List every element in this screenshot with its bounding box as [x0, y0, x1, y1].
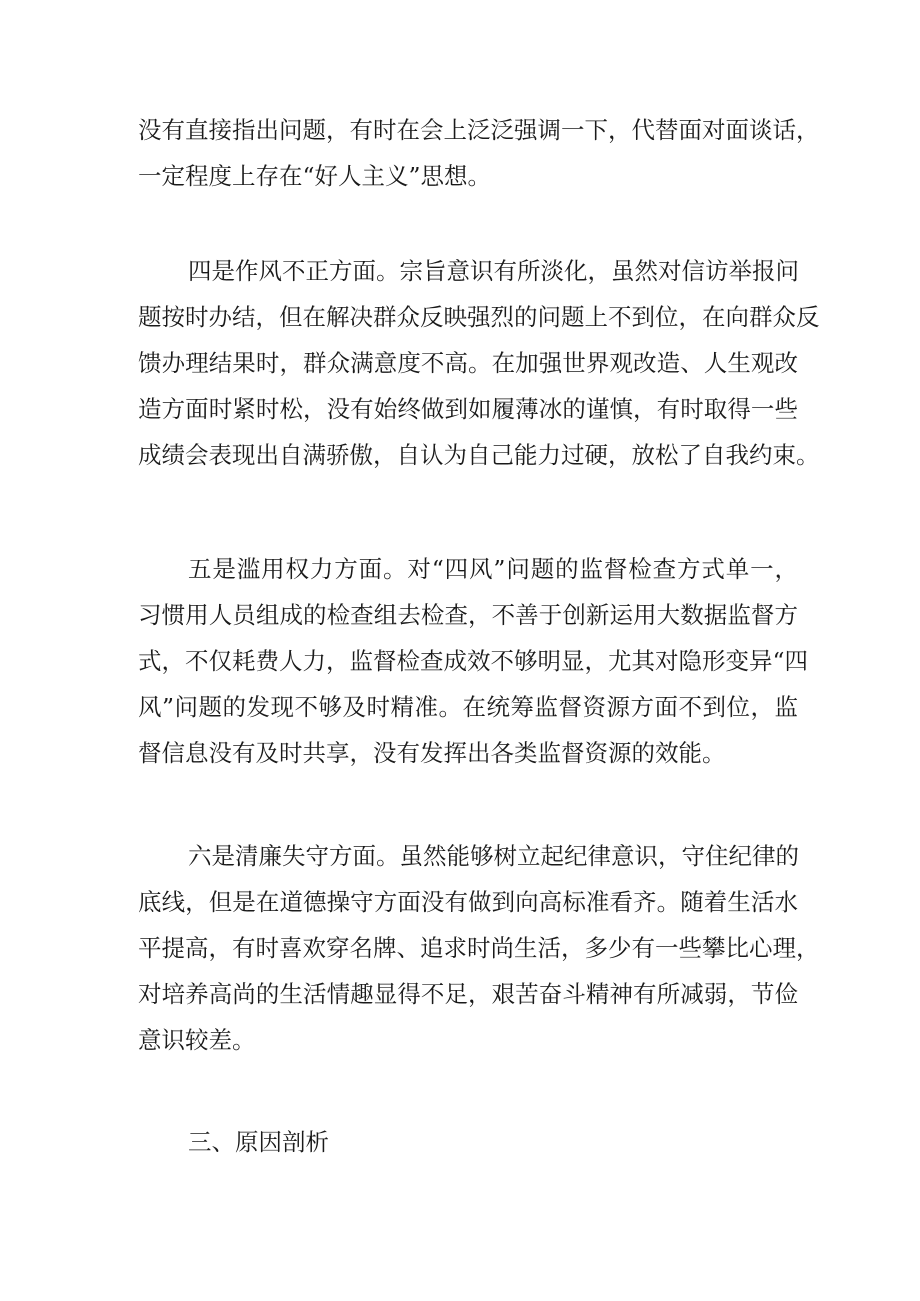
text-line: 五是滥用权力方面。对“四风”问题的监督检查方式单一，: [188, 555, 798, 583]
paragraph-integrity: [138, 833, 820, 1063]
text-line: 对培养高尚的生活情趣显得不足，艰苦奋斗精神有所减弱，节俭: [138, 980, 798, 1008]
section-heading: 三、原因剖析: [188, 1128, 329, 1156]
text-line: 一定程度上存在“好人主义”思想。: [138, 162, 492, 190]
text-line: 没有直接指出问题，有时在会上泛泛强调一下，代替面对面谈话，: [138, 116, 820, 144]
paragraph-work-style: [138, 248, 820, 478]
text-line: 四是作风不正方面。宗旨意识有所淡化，虽然对信访举报问: [188, 257, 799, 285]
text-line: 督信息没有及时共享，没有发挥出各类监督资源的效能。: [138, 739, 726, 767]
text-line: 题按时办结，但在解决群众反映强烈的问题上不到位，在向群众反: [138, 303, 820, 331]
paragraph-continuation: [138, 107, 820, 199]
text-line: 六是清廉失守方面。虽然能够树立起纪律意识，守住纪律的: [188, 842, 799, 870]
paragraph-power-abuse: [138, 546, 809, 776]
text-line: 造方面时紧时松，没有始终做到如履薄冰的谨慎，有时取得一些: [138, 395, 798, 423]
text-line: 平提高，有时喜欢穿名牌、追求时尚生活，多少有一些攀比心理，: [138, 934, 820, 962]
text-line: 成绩会表现出自满骄傲，自认为自己能力过硬，放松了自我约束。: [138, 441, 820, 469]
text-line: 式，不仅耗费人力，监督检查成效不够明显，尤其对隐形变异“四: [138, 647, 809, 675]
text-line: 习惯用人员组成的检查组去检查，不善于创新运用大数据监督方: [138, 601, 798, 629]
text-line: 馈办理结果时，群众满意度不高。在加强世界观改造、人生观改: [138, 349, 798, 377]
text-line: 风”问题的发现不够及时精准。在统筹监督资源方面不到位，监: [138, 693, 798, 721]
text-line: 意识较差。: [138, 1026, 256, 1054]
text-line: 底线，但是在道德操守方面没有做到向高标准看齐。随着生活水: [138, 888, 798, 916]
